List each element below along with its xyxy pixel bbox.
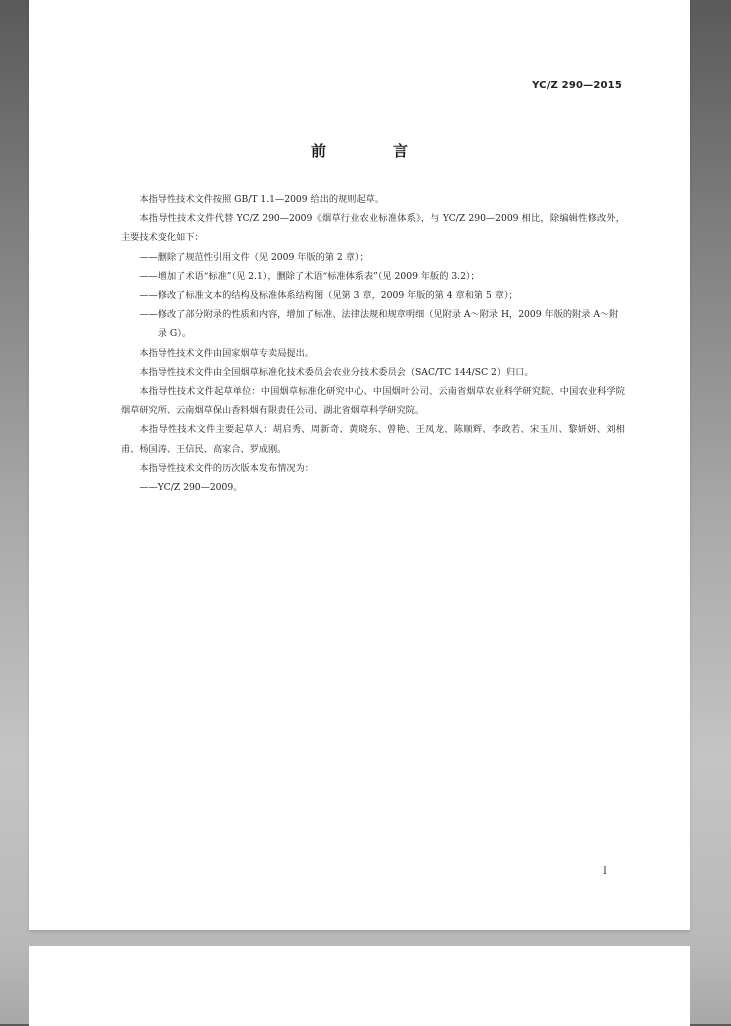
change-item: ——修改了标准文本的结构及标准体系结构图（见第 3 章，2009 年版的第 4 章和第 5 章）； [139,290,518,302]
page-heading: 前 言 [310,142,434,160]
change-item: ——增加了术语“标准”（见 2.1），删除了术语“标准体系表”（见 2009 年版的 3.2）； [139,270,480,282]
paragraph-history: 本指导性技术文件的历次版本发布情况为： [139,462,314,474]
change-item: ——删除了规范性引用文件（见 2009 年版的第 2 章）； [139,251,369,263]
paragraph-drafting-rules: 本指导性技术文件按照 GB/T 1.1—2009 给出的规则起草。 [139,194,385,205]
paragraph-administration: 本指导性技术文件由全国烟草标准化技术委员会农业分技术委员会（SAC/TC 144/SC 2）归口。 [139,366,534,378]
paragraph-proposer: 本指导性技术文件由国家烟草专卖局提出。 [139,347,314,359]
change-item: ——修改了部分附录的性质和内容，增加了标准、法律法规和规章明细（见附录 A～附录 H，2009 年版的附录 A～附录 G）。 [139,309,619,340]
document-page [29,0,690,930]
paragraph-drafters: 本指导性技术文件主要起草人：胡启秀、周新奇、黄晓东、曾艳、王凤龙、陈顺辉、李政若、宋玉川、黎妍妍、刘相甫、杨国涛、王信民、高家合、罗成刚。 [121,424,625,455]
document-code: YC/Z 290—2015 [532,80,622,91]
page-number: I [603,866,607,877]
foreword-body [121,190,625,497]
paragraph-replacement: 本指导性技术文件代替 YC/Z 290—2009《烟草行业农业标准体系》，与 YC/Z 290—2009 相比，除编辑性修改外，主要技术变化如下： [121,213,625,244]
paragraph-drafting-units: 本指导性技术文件起草单位：中国烟草标准化研究中心、中国烟叶公司、云南省烟草农业科学研究院、中国农业科学院烟草研究所、云南烟草保山香料烟有限责任公司、湖北省烟草科学研究院。 [121,386,625,417]
history-item: ——YC/Z 290—2009。 [139,482,243,494]
next-page [29,946,690,1026]
